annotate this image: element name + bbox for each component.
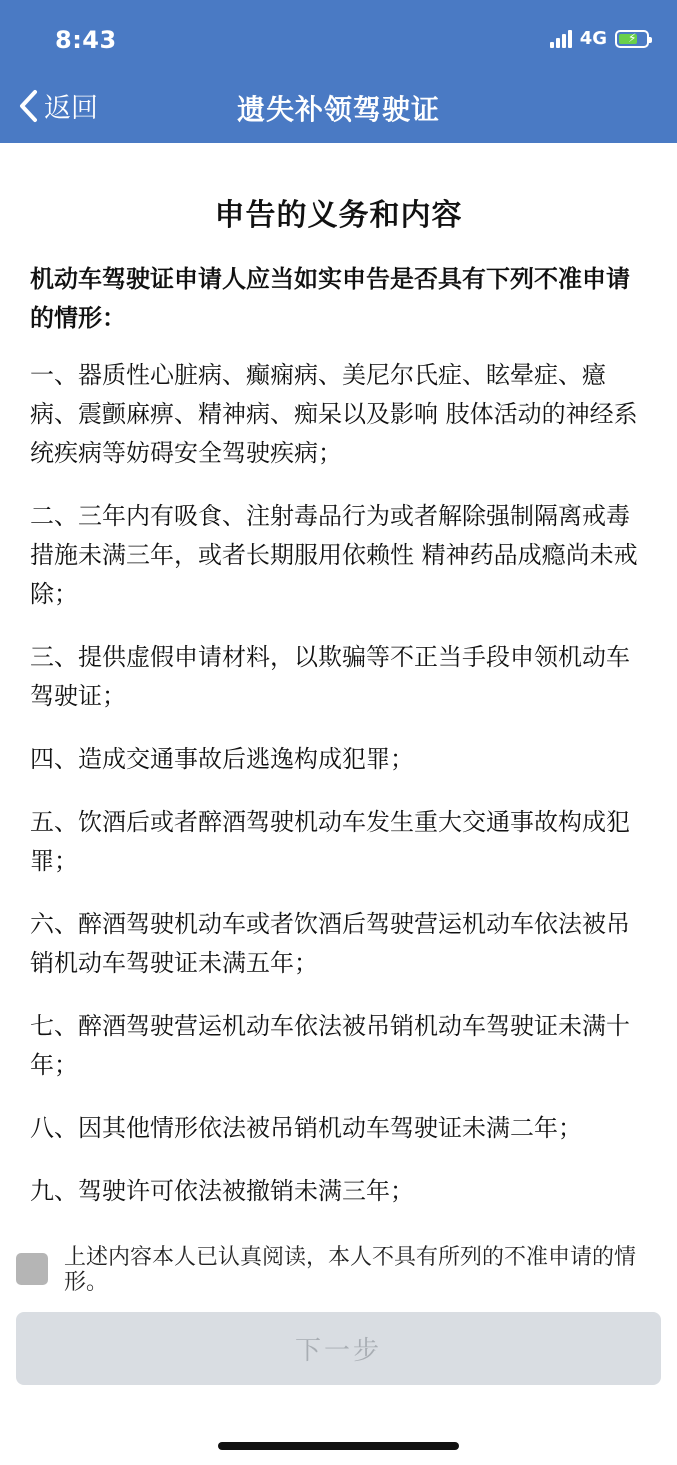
condition-item-7: 七、醉酒驾驶营运机动车依法被吊销机动车驾驶证未满十年；	[30, 1012, 630, 1079]
agreement-text: 上述内容本人已认真阅读，本人不具有所列的不准申请的情形。	[64, 1245, 637, 1295]
intro-text: 机动车驾驶证申请人应当如实申告是否具有下列不准申请的情形：	[30, 265, 630, 332]
condition-item-3: 三、提供虚假申请材料，以欺骗等不正当手段申领机动车驾驶证；	[30, 643, 630, 710]
page-title: 遗失补领驾驶证	[236, 93, 440, 126]
condition-item-6: 六、醉酒驾驶机动车或者饮酒后驾驶营运机动车依法被吊销机动车驾驶证未满五年；	[30, 910, 630, 977]
top-bar	[0, 0, 677, 143]
status-icons	[550, 28, 649, 49]
condition-item-4: 四、造成交通事故后逃逸构成犯罪；	[30, 745, 414, 773]
status-time: 8:43	[55, 26, 117, 54]
network-type: 4G	[579, 28, 607, 49]
next-step-button[interactable]: 下一步	[16, 1312, 661, 1385]
condition-item-9: 九、驾驶许可依法被撤销未满三年；	[30, 1177, 414, 1205]
declaration-content	[30, 190, 647, 1235]
section-title: 申告的义务和内容	[214, 198, 463, 233]
agreement-row[interactable]	[16, 1245, 656, 1295]
agreement-checkbox[interactable]	[16, 1253, 48, 1285]
condition-item-5: 五、饮酒后或者醉酒驾驶机动车发生重大交通事故构成犯罪；	[30, 808, 630, 875]
signal-icon	[550, 30, 572, 48]
home-indicator	[218, 1442, 459, 1450]
condition-item-2: 二、三年内有吸食、注射毒品行为或者解除强制隔离戒毒措施未满三年，或者长期服用依赖性 精神药品成瘾尚未戒除；	[30, 502, 638, 608]
battery-charging-icon: ⚡	[615, 30, 649, 48]
condition-item-8: 八、因其他情形依法被吊销机动车驾驶证未满二年；	[30, 1114, 582, 1142]
back-label: 返回	[44, 93, 98, 124]
condition-item-1: 一、器质性心脏病、癫痫病、美尼尔氏症、眩晕症、癔病、震颤麻痹、精神病、痴呆以及影响 肢体活动的神经系统疾病等妨碍安全驾驶疾病；	[30, 361, 638, 467]
